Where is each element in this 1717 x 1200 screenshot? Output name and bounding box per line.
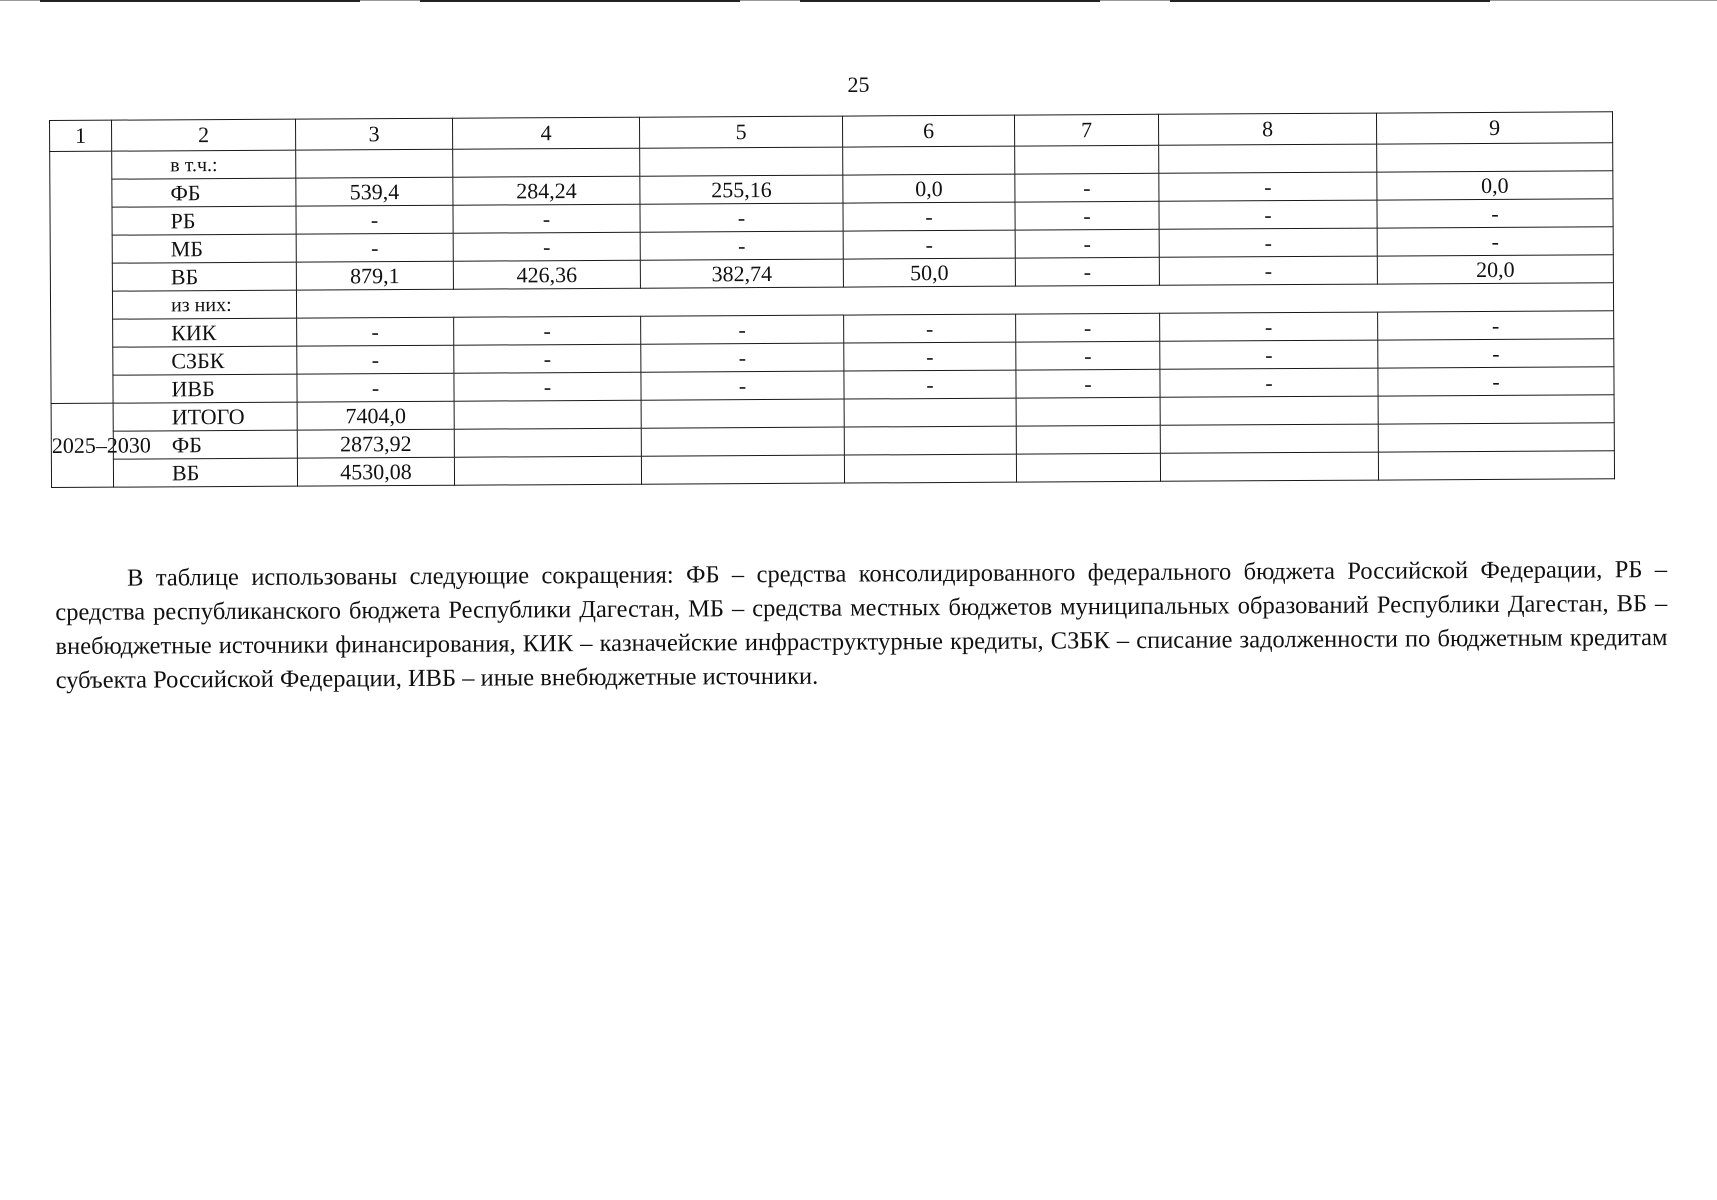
- scan-edge-line: [1170, 0, 1490, 2]
- table-cell: -: [844, 342, 1016, 371]
- table-cell: [453, 148, 640, 177]
- column-number: 6: [842, 115, 1014, 147]
- page-number: 25: [847, 72, 870, 97]
- table-cell: [454, 400, 641, 429]
- table-cell: -: [640, 231, 843, 260]
- table-cell: [1378, 423, 1614, 452]
- row-label: ИВБ: [113, 374, 297, 403]
- table-cell: [454, 428, 641, 457]
- table-cell: [641, 455, 844, 484]
- table-cell: -: [1159, 256, 1377, 285]
- table-cell: [1160, 424, 1378, 453]
- table-cell: -: [1378, 367, 1614, 396]
- table-cell: -: [844, 370, 1016, 399]
- row-label: ИТОГО: [113, 402, 297, 431]
- table-cell: -: [453, 204, 640, 233]
- table-cell: -: [844, 314, 1016, 343]
- table-cell: [1015, 145, 1159, 174]
- row-label: ВБ: [112, 262, 296, 291]
- scan-edge-line: [420, 0, 740, 2]
- table-cell: -: [1015, 201, 1159, 230]
- table-cell: -: [296, 233, 453, 262]
- table-cell: -: [1015, 257, 1159, 286]
- period-cell-empty: [50, 151, 113, 403]
- table-cell: -: [454, 344, 641, 373]
- table-cell: -: [640, 203, 843, 232]
- row-label: ФБ: [113, 430, 297, 459]
- column-number: 7: [1014, 114, 1158, 146]
- row-label: РБ: [112, 206, 296, 235]
- table-cell: 255,16: [640, 175, 843, 204]
- table-cell: -: [843, 230, 1015, 259]
- table-cell: -: [1016, 341, 1160, 370]
- column-number: 4: [452, 117, 639, 149]
- table-cell: [641, 427, 844, 456]
- table-cell: 539,4: [296, 177, 453, 206]
- table-cell: -: [641, 343, 844, 372]
- table-cell: -: [1159, 172, 1377, 201]
- table-cell: [843, 146, 1015, 175]
- table-cell: [1016, 397, 1160, 426]
- table-cell: [1377, 143, 1613, 172]
- row-label: ВБ: [113, 458, 297, 487]
- table-cell: -: [1016, 313, 1160, 342]
- table-cell: -: [1378, 311, 1614, 340]
- table-cell: 4530,08: [297, 457, 454, 486]
- column-number: 2: [112, 119, 296, 151]
- table-cell: -: [1160, 340, 1378, 369]
- table-cell: -: [296, 205, 453, 234]
- scan-edge-line: [40, 0, 360, 2]
- column-number: 3: [295, 118, 452, 150]
- table-cell: 7404,0: [297, 401, 454, 430]
- table-cell: [641, 399, 844, 428]
- column-number: 5: [639, 116, 842, 148]
- table-cell: -: [454, 316, 641, 345]
- budget-table: [49, 111, 1615, 488]
- table-cell: [844, 426, 1016, 455]
- scan-edge-line: [800, 0, 1100, 2]
- table-cell: -: [843, 202, 1015, 231]
- table-cell: -: [1159, 228, 1377, 257]
- table-cell: 879,1: [296, 261, 453, 290]
- table-cell: 20,0: [1377, 255, 1613, 284]
- table-cell: -: [1160, 368, 1378, 397]
- table-cell: -: [1159, 200, 1377, 229]
- table-cell: [1160, 452, 1378, 481]
- table-cell: 382,74: [640, 259, 843, 288]
- table-cell: 0,0: [843, 174, 1015, 203]
- table-cell: 284,24: [453, 176, 640, 205]
- column-number: 9: [1376, 112, 1612, 144]
- table-cell: -: [1378, 339, 1614, 368]
- table-cell: [454, 456, 641, 485]
- table-cell: -: [1377, 199, 1613, 228]
- table-cell: -: [1016, 369, 1160, 398]
- table-cell: -: [453, 232, 640, 261]
- abbreviations-note: В таблице использованы следующие сокращения: ФБ – средства консолидированного федерального бюджета Российской Федерации, РБ – средства республиканского бюджета Республики Дагестан, МБ – средства местных бюджетов муниципальных образований Республики Дагестан, ВБ – внебюджетные источники финансирования, КИК – казначейские инфраструктурные кредиты, СЗБК – списание задолженности по бюджетным кредитам субъекта Российской Федерации, ИВБ – иные внебюджетные источники.: [55, 555, 1668, 694]
- table-cell: -: [1015, 229, 1159, 258]
- table-cell: 0,0: [1377, 171, 1613, 200]
- row-label: КИК: [113, 318, 297, 347]
- table-cell: 426,36: [453, 260, 640, 289]
- table-cell: -: [297, 345, 454, 374]
- row-label: ФБ: [112, 178, 296, 207]
- table-cell: [640, 147, 843, 176]
- table-cell: -: [641, 315, 844, 344]
- table-cell: -: [297, 373, 454, 402]
- table-cell: 2873,92: [297, 429, 454, 458]
- table-cell: [844, 398, 1016, 427]
- row-label: СЗБК: [113, 346, 297, 375]
- table-cell: [1016, 425, 1160, 454]
- table-cell: [296, 149, 453, 178]
- table-cell: [1378, 395, 1614, 424]
- column-number: 8: [1158, 113, 1376, 145]
- table-cell: -: [1377, 227, 1613, 256]
- table-cell: -: [297, 317, 454, 346]
- table-cell: -: [1015, 173, 1159, 202]
- table-cell: -: [1160, 312, 1378, 341]
- budget-table-container: [49, 111, 1614, 488]
- table-cell: [1160, 396, 1378, 425]
- table-cell: -: [454, 372, 641, 401]
- row-label: в т.ч.:: [112, 150, 296, 179]
- column-number: 1: [50, 120, 112, 151]
- table-cell: [844, 454, 1016, 483]
- row-label: МБ: [112, 234, 296, 263]
- table-cell: -: [641, 371, 844, 400]
- row-label: из них:: [112, 290, 296, 319]
- period-cell: 2025–2030: [51, 403, 113, 487]
- table-cell: [1016, 453, 1160, 482]
- table-cell: [1159, 144, 1377, 173]
- table-cell: [1378, 451, 1614, 480]
- table-cell: 50,0: [843, 258, 1015, 287]
